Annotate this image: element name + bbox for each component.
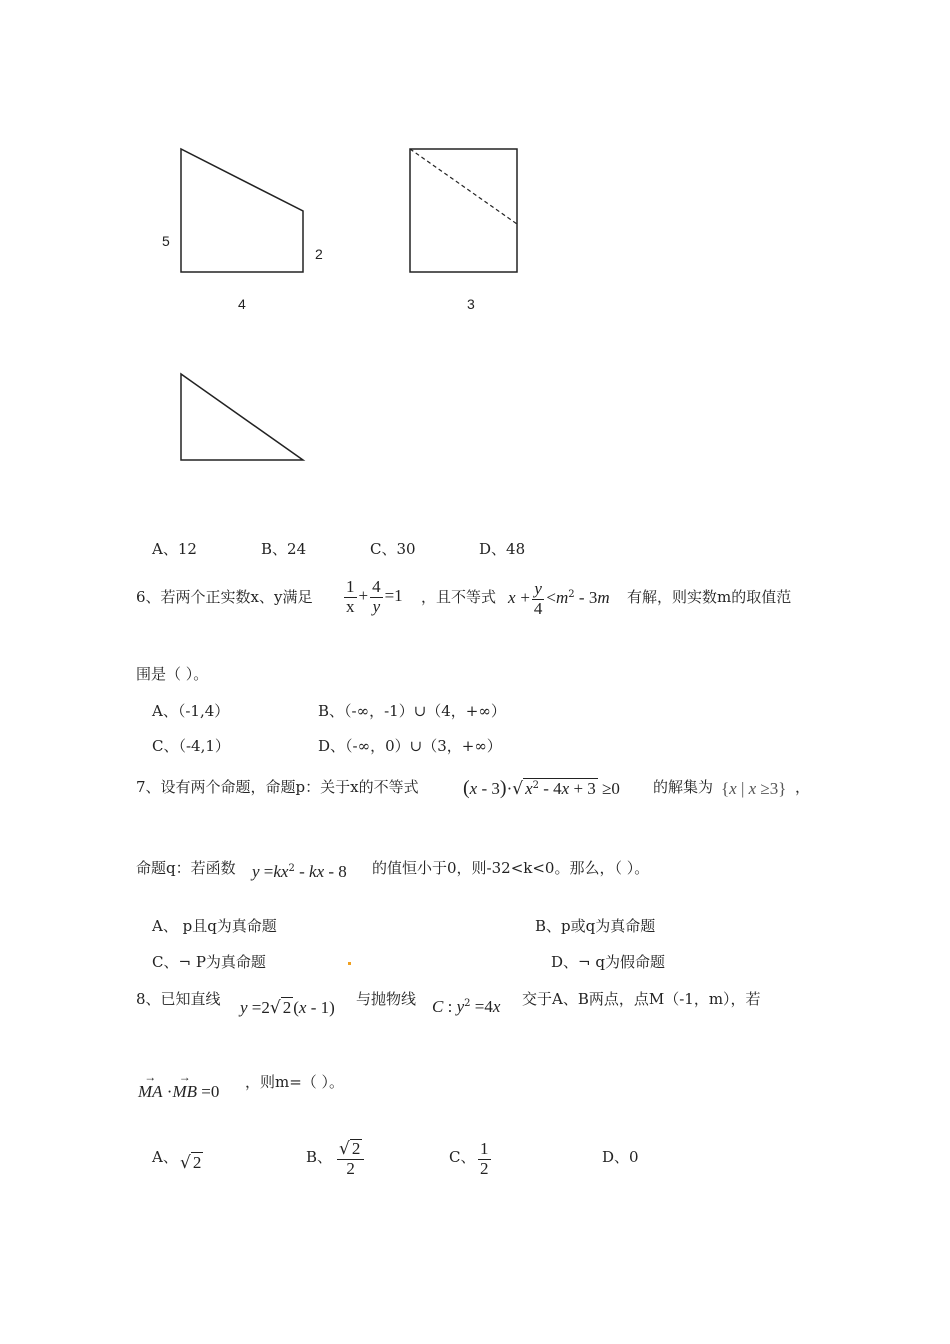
q7-option-d: D、¬ q为假命题 bbox=[551, 953, 665, 971]
q8-vector-formula: → MA ·→ MB =0 bbox=[138, 1082, 219, 1102]
stray-dot bbox=[348, 962, 351, 965]
q6-stem-c: 有解，则实数m的取值范 bbox=[627, 588, 792, 606]
label-base-4: 4 bbox=[238, 296, 246, 312]
q6-condition-formula: $\frac{1}{x}$ + $\frac{4}{y}$ =1 bbox=[346, 577, 403, 616]
q8-option-a-value: √ 2 bbox=[180, 1153, 202, 1173]
q7-stem-b: 的解集为 bbox=[653, 778, 714, 796]
q6-inequality-formula: x + $\frac{y}{4}$ $<m^2 - 3m$ bbox=[508, 579, 610, 618]
q5-option-c: C、30 bbox=[370, 540, 416, 558]
q8-parabola-formula: C : $y^2 =4x$ bbox=[432, 997, 501, 1016]
q5-option-d: D、48 bbox=[479, 540, 526, 558]
q8-option-d: D、0 bbox=[602, 1148, 639, 1166]
q7-function-formula: $y =kx^2$ - kx - 8 bbox=[252, 862, 347, 881]
q6-option-a: A、（-1,4） bbox=[152, 702, 230, 720]
q8-option-c-label: C、 bbox=[449, 1148, 476, 1166]
q6-stem-a: 6、若两个正实数x、y满足 bbox=[136, 588, 313, 606]
label-height-5: 5 bbox=[162, 233, 170, 249]
label-height-2: 2 bbox=[315, 246, 323, 262]
label-base-3: 3 bbox=[467, 296, 475, 312]
q6-stem-d: 围是（ ）。 bbox=[136, 665, 209, 683]
q6-stem-b: ，且不等式 bbox=[421, 588, 497, 606]
q7-inequality-formula: (x - 3)·√ $x^2 - 4x + 3 \ge 0$ bbox=[463, 777, 620, 799]
top-view-triangle bbox=[181, 374, 303, 460]
q8-option-c-value: $\frac{1}{2}$ bbox=[480, 1139, 489, 1178]
q8-option-b-label: B、 bbox=[306, 1148, 333, 1166]
q7-option-c: C、¬ P为真命题 bbox=[152, 953, 266, 971]
q6-option-d: D、（-∞，0）∪（3，+∞） bbox=[318, 737, 502, 755]
q8-option-b-value: $\frac{√ 2}{2}$ bbox=[335, 1139, 366, 1178]
q8-stem-d: ，则m=（ ）。 bbox=[245, 1073, 345, 1091]
q7-stem-d: 命题q：若函数 bbox=[136, 859, 236, 877]
three-view-figure bbox=[0, 0, 950, 500]
side-view-rectangle bbox=[410, 149, 517, 272]
q8-line-formula: y =2√ 2 (x - 1) bbox=[240, 998, 335, 1018]
q7-stem-e: 的值恒小于0，则-32<k<0。那么，（ ）。 bbox=[372, 859, 650, 877]
q7-solution-set: {x | x ≥3} bbox=[721, 779, 787, 798]
front-view-trapezoid bbox=[181, 149, 303, 272]
q7-option-a: A、 p且q为真命题 bbox=[152, 917, 277, 935]
q6-option-c: C、（-4,1） bbox=[152, 737, 230, 755]
q7-option-b: B、p或q为真命题 bbox=[535, 917, 656, 935]
q8-stem-c: 交于A、B两点，点M（-1，m），若 bbox=[522, 990, 761, 1008]
q8-stem-a: 8、已知直线 bbox=[136, 990, 221, 1008]
q8-stem-b: 与抛物线 bbox=[356, 990, 417, 1008]
q7-stem-a: 7、设有两个命题，命题p：关于x的不等式 bbox=[136, 778, 419, 796]
q5-option-b: B、24 bbox=[261, 540, 307, 558]
q6-option-b: B、（-∞，-1）∪（4，+∞） bbox=[318, 702, 506, 720]
q5-option-a: A、12 bbox=[152, 540, 197, 558]
q7-stem-c: ， bbox=[795, 778, 811, 796]
q8-option-a-label: A、 bbox=[152, 1148, 178, 1166]
side-view-dashed-line bbox=[410, 149, 517, 224]
